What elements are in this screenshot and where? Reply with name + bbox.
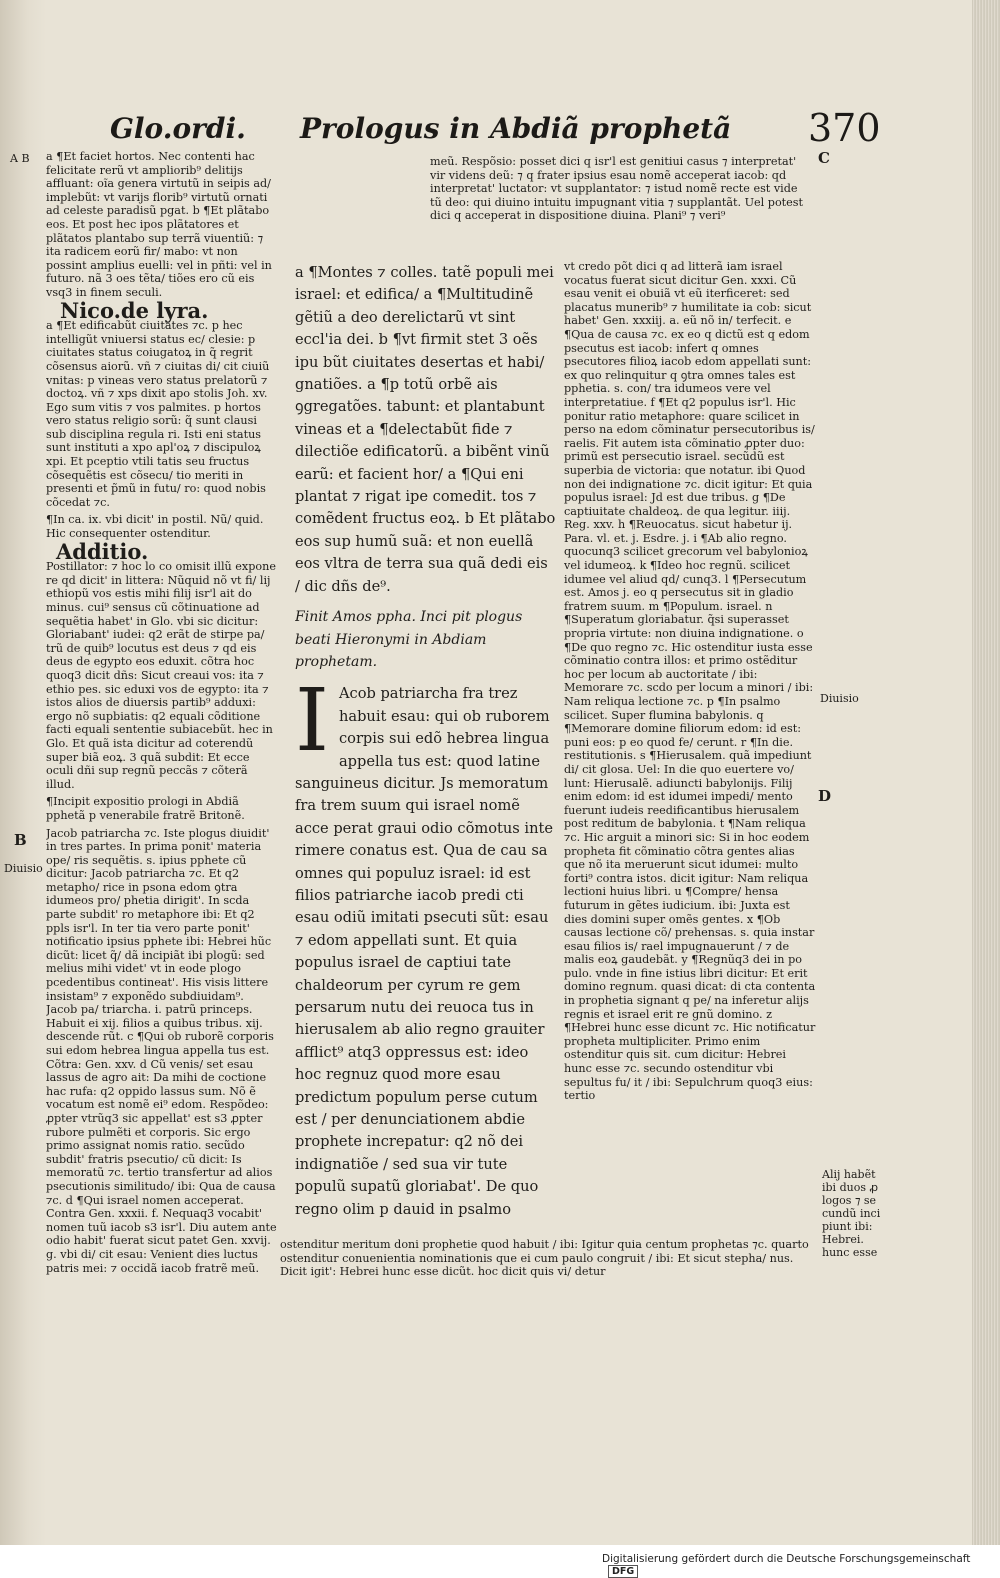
lyra-heading: Nico.de lyra. [60,297,209,323]
margin-divisio-left: Diuisio [4,862,43,875]
folio-number: 370 [808,106,881,150]
gloss-paragraph: meũ. Respõsio: posset dici q isr'l est genitiui casus ⁊ interpretat' vir videns deũ: ⁊ q frater ipsius esau nomẽ acceperat iacob: qd interpretat' luctator: vt supplantator: ⁊ istud nomẽ recte est vide tũ deo: qui diuino intuitu impugnant vitia ⁊ supplantãt. Uel potest dici q acceperat in dispositione diuina. Plani⁹ ⁊ veri⁹ [430,155,804,223]
gloss-paragraph: Postillator: ⁊ hoc lo co omisit illũ expone re qd dicit' in littera: Nũquid nõ vt fi/ lij ethiopũ vos estis mihi filij isr'l ait do minus. cui⁹ sensus cũ cõtinuatione ad sequẽtia habet' in Glo. vbi sic dicitur: Gloriabant' iudei: q2 erãt de stirpe pa/ trũ de quib⁹ locutus est deus ⁊ qd eis deus de egypto eos eduxit. cõtra hoc quoq3 dicit dñs: Sicut creaui vos: ita ⁊ ethio pes. sic eduxi vos de egypto: ita ⁊ istos alios de diuersis partib⁹ adduxi: ergo nõ supbiatis: q2 equali cõditione facti equali sententie subiacebũt. hec in Glo. Et quã ista dicitur ad coterendũ super biã eoꝝ. 3 quã subdit: Et ecce oculi dñi sup regnũ peccãs ⁊ cõterã illud. [46,560,276,791]
running-head-title: Prologus in Abdiã prophetã [300,112,732,145]
margin-marker-d: D [818,787,832,805]
binding-gutter [0,0,46,1545]
margin-marker-b: B [14,831,27,849]
funding-footer [602,1553,1000,1578]
gloss-paragraph: Jacob patriarcha ⁊c. Iste plogus diuidit' in tres partes. In prima ponit' materia ope/ ris sequẽtis. s. ipius pphete cũ dicitur: Jacob patriarcha ⁊c. Et q2 metapho/ rice in psona edom ꝯtra idumeos pro/ phetia dirigit'. In scda parte subdit' ro metaphore ibi: Et q2 ppls isr'l. In ter tia vero parte ponit' notificatio ipsius pphete ibi: Hebrei hũc dicũt: licet q̃/ dã incipiãt ibi plogũ: sed melius mihi videt' vt in eode plogo pcedentibus contineat'. His visis littere insistam⁹ ⁊ exponẽdo subdiuidam⁹. Jacob pa/ triarcha. i. patrũ princeps. Habuit ei xij. filios a quibus tribus. xij. descende rũt. c ¶Qui ob ruborẽ corporis sui edom hebrea lingua appella tus est. Cõtra: Gen. xxv. d Cũ venis/ set esau lassus de agro ait: Da mihi de coctione hac rufa: q2 oppido lassus sum. Nõ ẽ vocatum est nomẽ ei⁹ edom. Respõdeo: ꝓpter vtrũq3 sic appellat' est s3 ꝓpter rubore pulmẽti et corporis. Sic ergo primo assignat nomis ratio. secũdo subdit' fratris psecutio/ cũ dicit: Is memoratũ ⁊c. tertio transfertur ad alios psecutionis similitudo/ ibi: Qua de causa ⁊c. d ¶Qui israel nomen acceperat. Contra Gen. xxxii. f. Nequaq3 vocabit' nomen tuũ iacob s3 isr'l. Diu autem ante odio habit' fuerat sicut patet Gen. xxvij. g. vbi di/ cit esau: Venient dies luctus patris mei: ⁊ occidã iacob fratrẽ meũ. [46,826,277,1275]
main-text-paragraph: Acob patriarcha fra trez habuit esau: qui ob ruborem corpis sui edõ hebrea lingua appella tus est: quod latine sanguineus dicitur. Js memoratum fra trem suum qui israel nomẽ acce perat graui odio cõmotus inte rimere conatus est. Qua de cau sa omnes qui populuz israel: id est filios patriarche iacob predi cti esau odiũ imitati psecuti sũt: esau ⁊ edom appellati sunt. Et quia populus israel de captiui tate chaldeorum per cyrum re gem persarum nutu dei reuoca tus in hierusalem ab alio regno grauiter afflict⁹ atq3 oppressus est: ideo hoc regnuz quod more esau predictum populum perse cutum est / per denunciationem abdie prophete increpatur: q2 nõ dei indignatiõe / sed sua vir tute populũ supatũ gloriabat'. De quo regno olim p dauid in psalmo [295,685,553,1217]
margin-marker-c: C [818,149,830,167]
main-text-paragraph: a ¶Montes ⁊ colles. tatẽ populi mei israel: et edifica/ a ¶Multitudinẽ gẽtiũ a deo derelictarũ vt sint eccl'ia dei. b ¶vt firmit stet 3 oẽs ipu bũt ciuitates desertas et habi/ gnatiões. a ¶p totũ orbẽ ais ꝯgregatões. tabunt: et plantabunt vineas et a ¶delectabũt fide ⁊ dilectiõe edificatorũ. a bibẽnt vinũ earũ: et facient hor/ a ¶Qui eni plantat ⁊ rigat ipe comedit. tos ⁊ comẽdent fructus eoꝝ. b Et plãtabo eos sup humũ suã: et non euellã eos vltra de terra sua quã dedi eis / dic dñs de⁹. [295,264,556,595]
gloss-top-right [430,155,810,255]
gloss-paragraph: a ¶Et edificabũt ciuitates ⁊c. p hec intelligũt vniuersi status ec/ clesie: p ciuitates status coiugatoꝝ in q̃ regrit cõsensus aiorũ. vñ ⁊ ciuitas di/ cit ciuiũ vnitas: p vineas vero status prelatorũ ⁊ doctoꝝ. vñ ⁊ xps dixit apo stolis Joh. xv. Ego sum vitis ⁊ vos palmites. p hortos vero status religio sorũ: q̃ sunt clausi sub disciplina regula ri. Isti eni status sunt instituti a xpo apl'oꝝ ⁊ discipuloꝝ xpi. Et pceptio vtili tatis seu fructus cõsequẽtis est cõsecu/ tio meriti in presenti et p̃mũ in futu/ ro: quod nobis cõcedat ⁊c. [46,319,270,509]
gloss-column-left [46,150,278,1300]
main-text-column [295,262,557,1217]
additio-heading: Additio. [56,538,149,564]
prologue-incipit: Finit Amos ppha. Inci pit plogus beati Hieronymi in Abdiam prophetam. [295,609,523,670]
gloss-paragraph: ¶In ca. ix. vbi dicit' in postil. Nũ/ quid. Hic consequenter ostenditur. [46,513,264,541]
gloss-paragraph: a ¶Et faciet hortos. Nec contenti hac felicitate rerũ vt ampliorib⁹ delitijs affluant: oĩa genera virtutũ in seipis ad/ implebũt: vt varijs florib⁹ virtutũ ornati ad celeste paradisũ pgat. b ¶Et plãtabo eos. Et post hec ipos plãtatores et plãtatos plantabo sup terrã viuentiũ: ⁊ ita radicem eorũ fir/ mabo: vt non possint amplius euelli: vel in pñti: vel in futuro. nã 3 oes tẽta/ tiões ero cũ eis vsq3 in finem seculi. [46,150,272,299]
dfg-logo: DFG [608,1565,638,1578]
gloss-paragraph: ¶Incipit expositio prologi in Abdiã pphetã p venerabile fratrẽ Britonẽ. [46,795,245,822]
margin-divisio-right: Diuisio [820,692,859,705]
footer-text: Digitalisierung gefördert durch die Deutsche Forschungsgemeinschaft [602,1553,971,1565]
gloss-paragraph: ostenditur meritum doni prophetie quod habuit / ibi: Igitur quia centum prophetas ⁊c. quarto ostenditur conuenientia nominationis que ei cum paulo congruit / ibi: Et sicut stepha/ nus. Dicit igit': Hebrei hunc esse dicũt. hoc dicit quis vi/ detur [280,1238,809,1279]
drop-initial: I [295,671,329,772]
running-head-left: Glo.ordi. [110,112,246,145]
page-edge [972,0,1000,1545]
gloss-bottom [280,1238,820,1328]
margin-marker-ab: A B [10,152,30,165]
margin-aliter-note: Alij habẽt ibi duos ꝓ logos ⁊ se cundũ inci piunt ibi: Hebrei. hunc esse [822,1168,881,1259]
gloss-paragraph: vt credo põt dici q ad litterã iam israel vocatus fuerat sicut dicitur Gen. xxxi. Cũ esau venit ei obuiã vt eũ iterficeret: sed placatus munerib⁹ ⁊ humilitate ia cob: sicut habet' Gen. xxxiij. a. eũ nõ in/ terfecit. e ¶Qua de causa ⁊c. ex eo q dictũ est q edom psecutus est iacob: infert q omnes psecutores filioꝝ iacob edom appellati sunt: ex quo relinquitur q ꝯtra omnes tales est pphetia. s. con/ tra idumeos vere vel interpretatiue. f ¶Et q2 populus isr'l. Hic ponitur ratio metaphore: quare scilicet in perso na edom cõminatur persecutoribus is/ raelis. Fit autem ista cõminatio ꝓpter duo: primũ est persecutio israel. secũdũ est superbia de victoria: que notatur. ibi Quod non dei indignatione ⁊c. dicit igitur: Et quia populus israel: Jd est due tribus. g ¶De captiuitate chaldeoꝝ. de qua legitur. iiij. Reg. xxv. h ¶Reuocatus. sicut habetur ij. Para. vl. et. j. Esdre. j. i ¶Ab alio regno. quocunq3 scilicet grecorum vel babylonioꝝ vel idumeoꝝ. k ¶Ideo hoc regnũ. scilicet idumee vel aliud qd/ cunq3. l ¶Persecutum est. Amos j. eo q persecutus sit in gladio fratrem suum. m ¶Populum. israel. n ¶Superatum gloriabatur. q̃si superasset propria virtute: non diuina indignatione. o ¶De quo regno ⁊c. Hic ostenditur iusta esse cõminatio contra illos: et primo ostẽditur hoc per locum ab auctoritate / ibi: Memorare ⁊c. scdo per locum a minori / ibi: Nam reliqua lectione ⁊c. p ¶In psalmo scilicet. Super flumina babylonis. q ¶Memorare domine filiorum edom: id est: puni eos: p eo quod fe/ cerunt. r ¶In die. restitutionis. s ¶Hierusalem. quã impediunt di/ cit glosa. Uel: In die quo euertere vo/ lunt: Hierusalẽ. adiuncti babylonijs. Filij enim edom: id est idumei impedi/ mento fuerunt iudeis reedificantibus hierusalem post reditum de babylonia. t ¶Nam reliqua ⁊c. Hic arguit a minori sic: Si in hoc eodem propheta fit cõminatio cõtra gentes alias que nõ ita meruerunt sicut idumei: multo forti⁹ contra istos. dicit igitur: Nam reliqua lectioni huius libri. u ¶Compre/ hensa futurum in gẽtes iudicium. ibi: Juxta est dies domini super omẽs gentes. x ¶Ob causas lectione cõ/ prehensas. s. quia instar esau filios is/ rael impugnauerunt / ⁊ de malis eoꝝ gaudebãt. y ¶Regnũq3 dei in po pulo. vnde in fine istius libri dicitur: Et erit domino regnum. quasi dicat: di cta contenta in prophetia signant q pe/ na inferetur alijs regnis et israel erit re gnũ domino. z ¶Hebrei hunc esse dicunt ⁊c. Hic notificatur propheta multipliciter. Primo enim ostenditur quis sit. cum dicitur: Hebrei hunc esse ⁊c. secundo ostenditur vbi sepultus fu/ it / ibi: Sepulchrum quoq3 eius: tertio [564,260,816,1103]
